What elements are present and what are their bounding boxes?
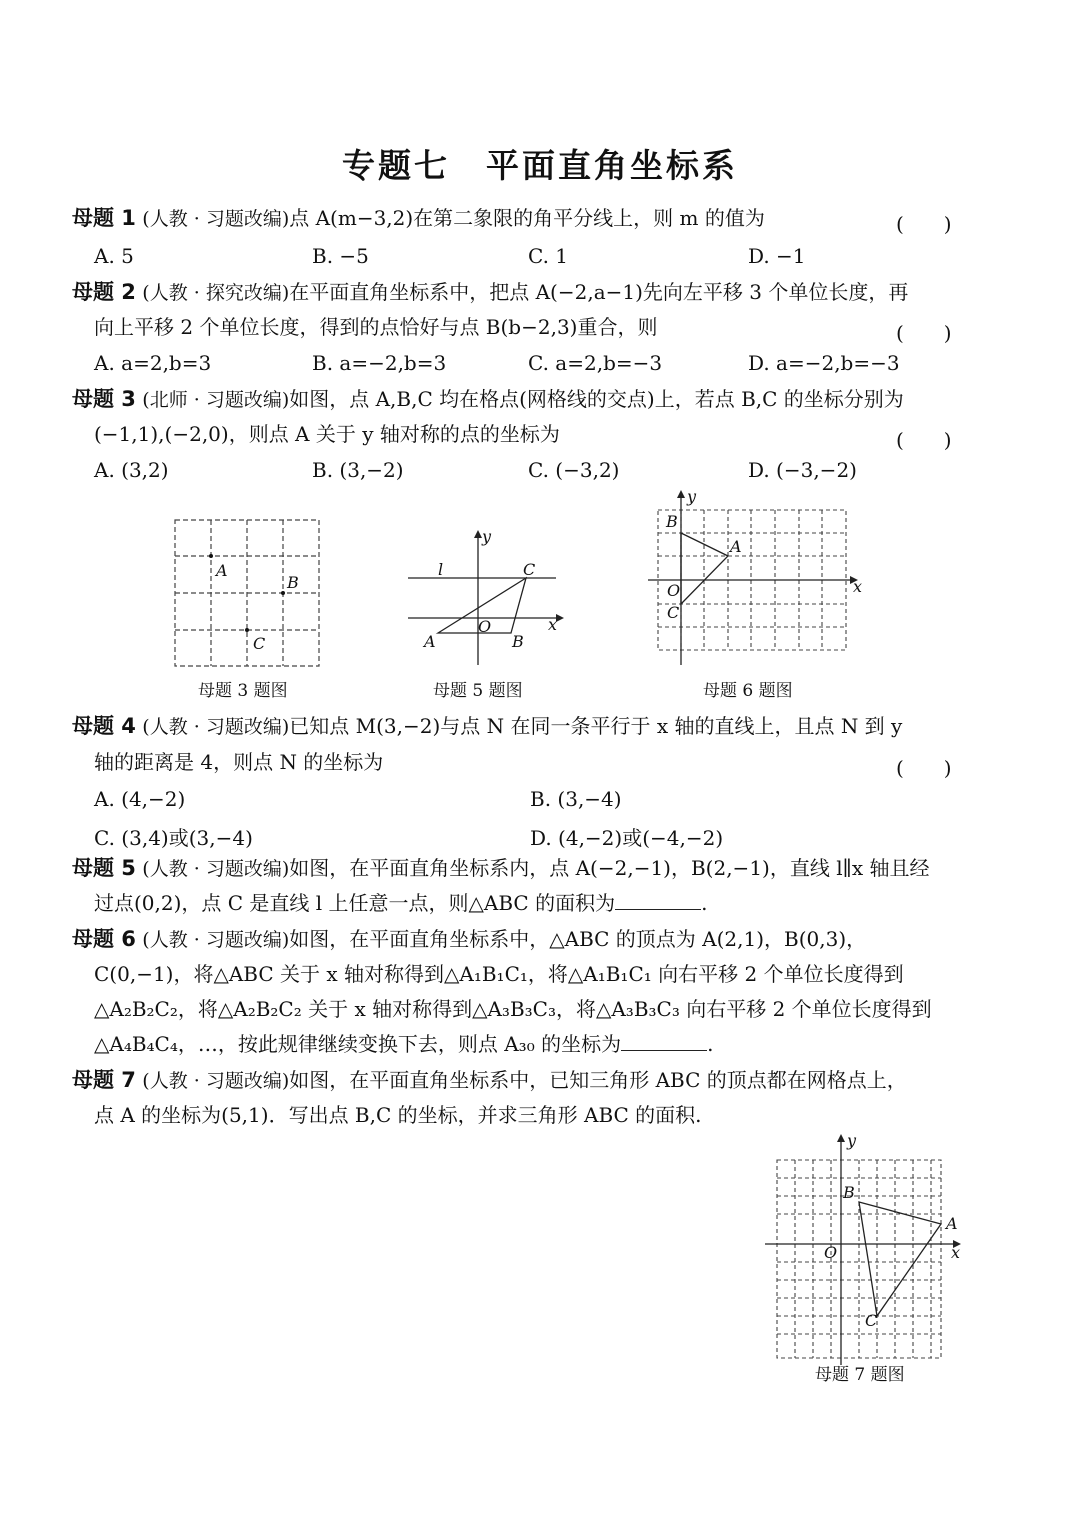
problem-text: 点 A(m−3,2)在第二象限的角平分线上，则 m 的值为 — [289, 206, 765, 230]
option-d: D. (4,−2)或(−4,−2) — [530, 826, 724, 850]
problem-source: (人教 · 习题改编) — [142, 208, 290, 230]
label-y: y — [482, 527, 492, 546]
option-b: B. −5 — [312, 244, 369, 268]
answer-paren: ( ) — [896, 321, 952, 345]
caption-figure-6: 母题 6 题图 — [703, 681, 793, 701]
triangle-abc — [859, 1202, 941, 1316]
problem-text: 如图，点 A,B,C 均在格点(网格线的交点)上，若点 B,C 的坐标分别为 — [289, 387, 904, 411]
period: . — [701, 891, 708, 915]
label-b: B — [287, 573, 299, 592]
problem-text: 如图，在平面直角坐标系中，△ABC 的顶点为 A(2,1)，B(0,3)， — [289, 927, 867, 951]
option-b: B. (3,−2) — [312, 458, 404, 482]
problem-text-cont — [94, 891, 707, 915]
problem-text: 已知点 M(3,−2)与点 N 在同一条平行于 x 轴的直线上，且点 N 到 y — [289, 714, 903, 738]
problem-text-cont: 轴的距离是 4，则点 N 的坐标为 — [94, 750, 384, 774]
problem-text: 如图，在平面直角坐标系中，已知三角形 ABC 的顶点都在网格点上， — [289, 1068, 907, 1092]
answer-paren: ( ) — [896, 212, 952, 236]
caption-figure-3: 母题 3 题图 — [198, 681, 288, 701]
label-a: A — [424, 632, 436, 651]
label-x: x — [853, 577, 863, 596]
point-c — [245, 628, 249, 632]
option-b: B. (3,−4) — [530, 787, 622, 811]
label-b: B — [666, 512, 678, 531]
label-a: A — [946, 1214, 958, 1233]
label-c: C — [253, 634, 266, 653]
y-arrow-icon — [837, 1134, 845, 1142]
option-d: D. a=−2,b=−3 — [748, 351, 900, 375]
caption-figure-7: 母题 7 题图 — [815, 1365, 905, 1385]
caption-figure-5: 母题 5 题图 — [433, 681, 523, 701]
label-c: C — [667, 603, 680, 622]
label-y: y — [687, 487, 697, 506]
problem-text-cont: 点 A 的坐标为(5,1)．写出点 B,C 的坐标，并求三角形 ABC 的面积. — [94, 1103, 702, 1127]
label-c: C — [523, 560, 536, 579]
label-x: x — [548, 615, 558, 634]
figure-3 — [175, 520, 321, 668]
answer-paren: ( ) — [896, 756, 952, 780]
label-b: B — [512, 632, 524, 651]
problem-label: 母题 3 — [72, 387, 136, 411]
period: . — [707, 1032, 714, 1056]
label-o: O — [824, 1243, 838, 1262]
problem-label: 母题 1 — [72, 206, 136, 230]
problem-label: 母题 4 — [72, 714, 136, 738]
problem-text: 在平面直角坐标系中，把点 A(−2,a−1)先向左平移 3 个单位长度，再 — [289, 280, 909, 304]
problem-text-cont: 向上平移 2 个单位长度，得到的点恰好与点 B(b−2,3)重合，则 — [94, 315, 658, 339]
problem-source: (人教 · 习题改编) — [142, 929, 290, 951]
label-o: O — [667, 581, 681, 600]
label-b: B — [843, 1183, 855, 1202]
option-c: C. 1 — [528, 244, 569, 268]
problem-label: 母题 7 — [72, 1068, 136, 1092]
option-a: A. (3,2) — [94, 458, 169, 482]
grid — [175, 520, 319, 666]
problem-label: 母题 2 — [72, 280, 136, 304]
answer-blank[interactable] — [621, 1032, 707, 1051]
option-c: C. (3,4)或(3,−4) — [94, 826, 253, 850]
problem-text-cont — [94, 1032, 713, 1056]
problem-text: 如图，在平面直角坐标系内，点 A(−2,−1)，B(2,−1)，直线 l∥x 轴且经 — [289, 856, 930, 880]
problem-source: (人教 · 习题改编) — [142, 858, 290, 880]
point-a — [209, 554, 213, 558]
problem-7 — [72, 1068, 907, 1093]
problem-5 — [72, 856, 929, 881]
problem-label: 母题 6 — [72, 927, 136, 951]
label-c: C — [865, 1311, 878, 1330]
problem-2 — [72, 280, 908, 305]
option-a: A. (4,−2) — [94, 787, 186, 811]
figure-7 — [765, 1130, 980, 1355]
option-d: D. (−3,−2) — [748, 458, 857, 482]
label-y: y — [847, 1131, 857, 1150]
answer-paren: ( ) — [896, 428, 952, 452]
label-o: O — [478, 617, 492, 636]
problem-source: (人教 · 习题改编) — [142, 716, 290, 738]
label-a: A — [730, 537, 742, 556]
figure-6 — [648, 487, 868, 670]
label-x: x — [951, 1243, 961, 1262]
problem-3 — [72, 387, 904, 412]
y-arrow-icon — [474, 530, 482, 538]
problem-source: (人教 · 习题改编) — [142, 1070, 290, 1092]
problem-label: 母题 5 — [72, 856, 136, 880]
problem-text-cont: (−1,1),(−2,0)，则点 A 关于 y 轴对称的点的坐标为 — [94, 422, 560, 446]
problem-text-cont: C(0,−1)，将△ABC 关于 x 轴对称得到△A₁B₁C₁，将△A₁B₁C₁ 向右平移 2 个单位长度得到 — [94, 962, 904, 986]
answer-blank[interactable] — [615, 891, 701, 910]
page-title: 专题七 平面直角坐标系 — [342, 146, 738, 185]
problem-4 — [72, 714, 902, 739]
problem-source: (北师 · 习题改编) — [142, 389, 290, 411]
problem-source: (人教 · 探究改编) — [142, 282, 290, 304]
option-a: A. 5 — [94, 244, 134, 268]
problem-text: 过点(0,2)，点 C 是直线 l 上任意一点，则△ABC 的面积为 — [94, 891, 616, 915]
option-c: C. a=2,b=−3 — [528, 351, 663, 375]
problem-text-cont: △A₂B₂C₂，将△A₂B₂C₂ 关于 x 轴对称得到△A₃B₃C₃，将△A₃B₃C₃ 向右平移 2 个单位长度得到 — [94, 997, 932, 1021]
option-d: D. −1 — [748, 244, 806, 268]
figure-5 — [408, 527, 568, 670]
problem-1 — [72, 206, 765, 231]
label-a: A — [216, 561, 228, 580]
problem-6 — [72, 927, 866, 952]
x-arrow-icon — [556, 614, 564, 622]
option-a: A. a=2,b=3 — [94, 351, 212, 375]
point-b — [281, 591, 285, 595]
y-arrow-icon — [677, 490, 685, 498]
option-b: B. a=−2,b=3 — [312, 351, 447, 375]
option-c: C. (−3,2) — [528, 458, 620, 482]
label-l: l — [438, 560, 444, 579]
problem-text: △A₄B₄C₄，…，按此规律继续变换下去，则点 A₃₀ 的坐标为 — [94, 1032, 622, 1056]
